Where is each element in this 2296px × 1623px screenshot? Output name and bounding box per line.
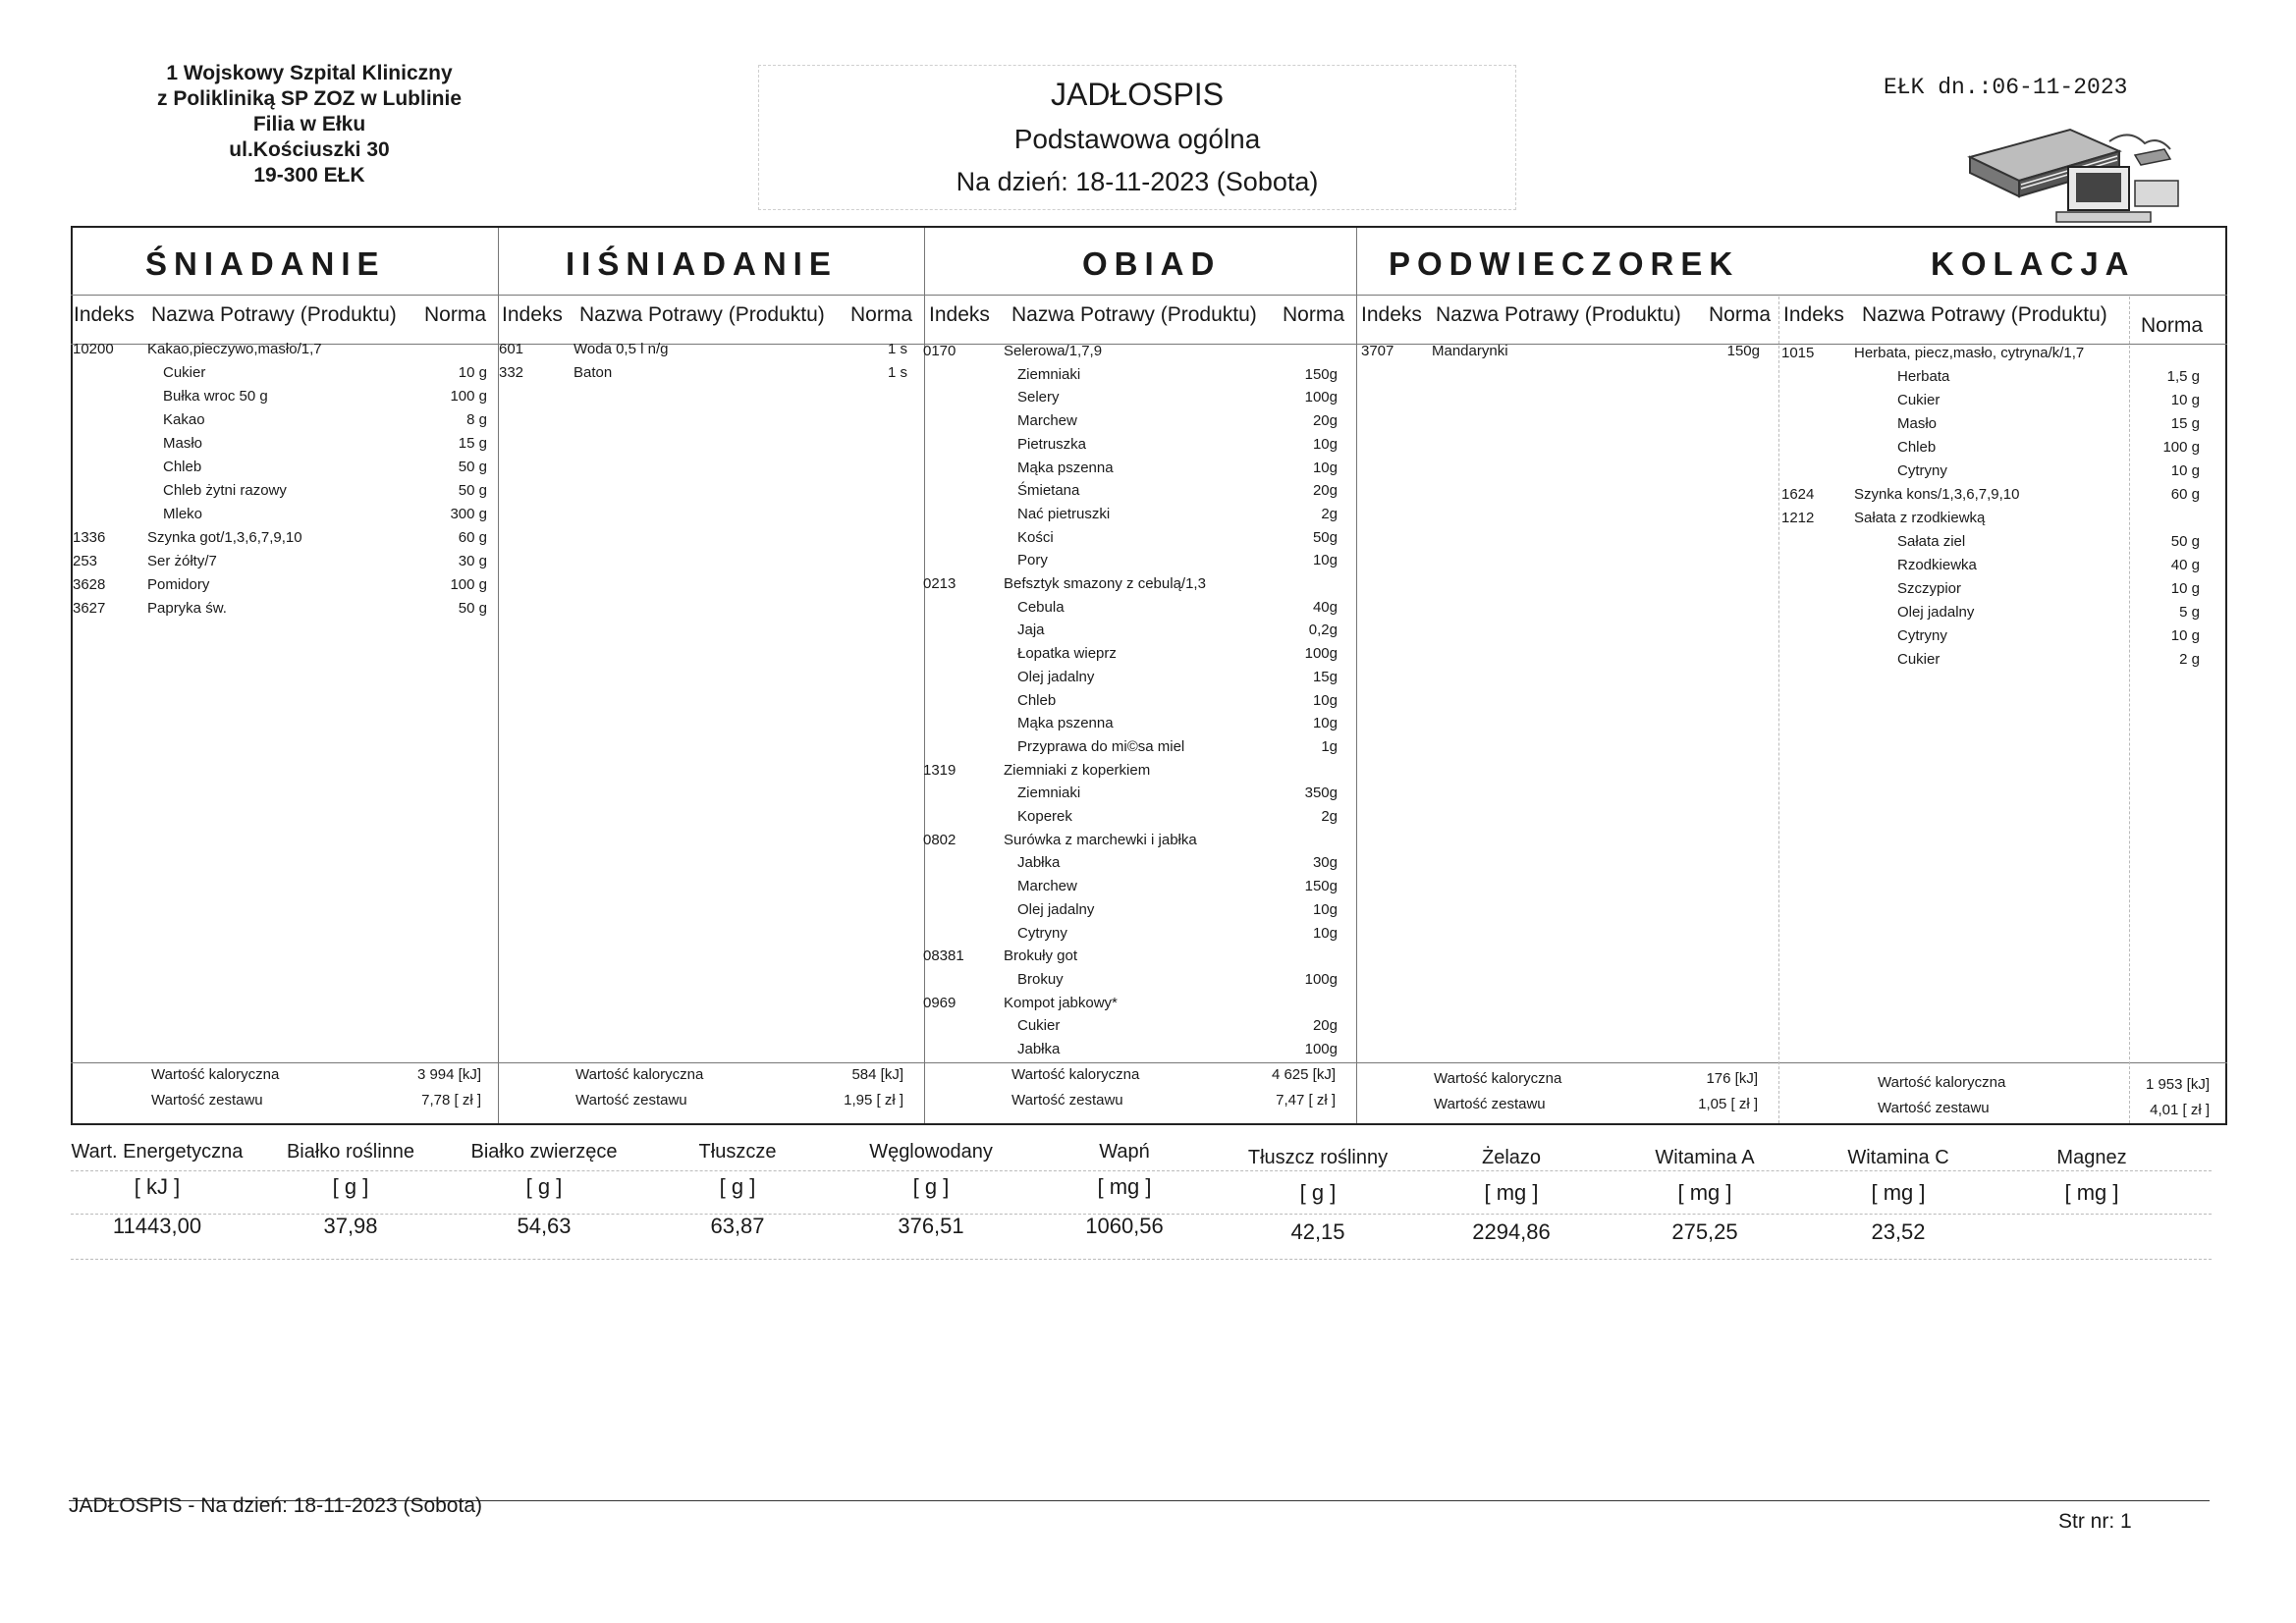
row-norm: 2 g [2179,651,2200,668]
row-norm: 10 g [2170,392,2200,408]
nutrient-unit: [ mg ] [2064,1180,2119,1205]
row-product-name: Sałata ziel [1897,533,1966,550]
row-product-name: Ziemniaki [1017,365,1081,383]
row-index: 0170 [923,343,957,359]
col-header-norm: Norma [850,303,913,326]
row-norm: 30g [1312,854,1338,872]
row-product-name: Jabłka [1017,854,1061,872]
energy-label: Wartość kaloryczna [1434,1070,1562,1087]
row-norm: 40 g [2170,557,2200,573]
row-index: 1212 [1781,510,1815,526]
energy-label: Wartość kaloryczna [575,1066,704,1083]
row-norm: 50g [1312,528,1338,546]
row-index: 0213 [923,575,957,592]
row-product-name: Kakao,pieczywo,masło/1,7 [147,341,322,357]
row-norm: 300 g [450,506,487,522]
menu-date: Na dzień: 18-11-2023 (Sobota) [956,167,1319,196]
row-product-name: Kości [1017,528,1054,546]
price-label: Wartość zestawu [575,1092,687,1109]
row-norm: 2g [1321,505,1338,522]
price-label: Wartość zestawu [1878,1100,1990,1116]
row-norm: 15 g [458,435,487,452]
row-norm: 50 g [458,600,487,617]
row-norm: 30 g [458,553,487,569]
nutrient-unit: [ mg ] [1677,1180,1732,1205]
col-header-norm: Norma [1283,303,1345,326]
hospital-line: 1 Wojskowy Szpital Kliniczny [166,62,453,84]
nutrient-unit: [ kJ ] [134,1174,181,1199]
nutrient-value: 1060,56 [1085,1214,1164,1238]
col-header-index: Indeks [1361,303,1422,326]
row-norm: 1 s [887,341,907,357]
meal-energy: 584 [kJ] [851,1066,903,1083]
row-index: 1319 [923,761,957,779]
meal-energy: 1 953 [kJ] [2145,1076,2210,1093]
row-product-name: Mąka pszenna [1017,715,1114,732]
row-norm: 50 g [458,459,487,475]
page-footer-text: JADŁOSPIS - Na dzień: 18-11-2023 (Sobota) [69,1494,482,1517]
col-header-name: Nazwa Potrawy (Produktu) [151,303,397,326]
row-product-name: Chleb [1017,691,1057,709]
row-norm: 20g [1312,412,1338,430]
row-index: 08381 [923,947,964,965]
row-norm: 10g [1312,435,1338,453]
row-norm: 10 g [2170,462,2200,479]
meal-price: 7,78 [ zł ] [421,1092,481,1109]
row-norm: 10 g [458,364,487,381]
nutrient-unit: [ mg ] [1484,1180,1539,1205]
nutrient-label: Węglowodany [869,1141,993,1163]
nutrient-label: Witamina C [1847,1147,1949,1168]
row-norm: 100g [1304,970,1338,988]
row-norm: 15g [1312,668,1338,685]
row-product-name: Baton [574,364,613,381]
nutrient-label: Tłuszcze [698,1141,777,1163]
row-index: 10200 [73,341,114,357]
row-product-name: Surówka z marchewki i jabłka [1004,831,1197,848]
row-index: 1624 [1781,486,1815,503]
row-norm: 350g [1304,784,1338,802]
hospital-line: 19-300 EŁK [253,164,365,187]
col-header-norm: Norma [1709,303,1772,326]
row-index: 1015 [1781,345,1815,361]
meal-title-supper: KOLACJA [1931,245,2136,282]
row-product-name: Cukier [1897,651,1941,668]
row-norm: 1 s [887,364,907,381]
row-product-name: Chleb [1897,439,1937,456]
energy-label: Wartość kaloryczna [151,1066,280,1083]
row-norm: 10g [1312,900,1338,918]
row-index: 1336 [73,529,106,546]
nutrient-label: Białko zwierzęce [470,1141,618,1163]
meal-title-second-breakfast: IIŚNIADANIE [566,245,838,282]
price-label: Wartość zestawu [1011,1092,1123,1109]
row-index: 3707 [1361,343,1394,359]
row-product-name: Olej jadalny [1017,668,1095,685]
divider [1778,297,1779,1123]
nutrient-unit: [ g ] [525,1174,563,1199]
row-product-name: Brokuły got [1004,947,1078,965]
meal-title-afternoon-snack: PODWIECZOREK [1389,245,1740,282]
nutrient-unit: [ mg ] [1097,1174,1152,1199]
row-product-name: Chleb żytni razowy [163,482,287,499]
nutrient-label: Wapń [1099,1141,1150,1163]
row-product-name: Szczypior [1897,580,1962,597]
row-product-name: Olej jadalny [1897,604,1975,621]
col-header-name: Nazwa Potrawy (Produktu) [579,303,825,326]
row-product-name: Cukier [1897,392,1941,408]
hospital-line: ul.Kościuszki 30 [229,138,390,161]
divider [71,1170,2212,1171]
row-product-name: Jaja [1017,622,1045,639]
row-product-name: Mandarynki [1432,343,1508,359]
row-product-name: Marchew [1017,412,1077,430]
hospital-line: z Polikliniką SP ZOZ w Lublinie [157,87,462,110]
computer-with-book-icon [1962,120,2188,233]
row-norm: 10g [1312,552,1338,569]
row-product-name: Selery [1017,389,1060,406]
meal-price: 7,47 [ zł ] [1276,1092,1336,1109]
diet-type: Podstawowa ogólna [1013,124,1261,154]
row-index: 3628 [73,576,106,593]
meal-energy: 3 994 [kJ] [416,1066,481,1083]
row-product-name: Herbata [1897,368,1950,385]
meal-title-breakfast: ŚNIADANIE [145,245,386,282]
document-title: JADŁOSPIS [1050,77,1225,112]
row-product-name: Masło [163,435,203,452]
row-norm: 150g [1304,365,1338,383]
row-norm: 2g [1321,808,1338,825]
row-index: 0969 [923,994,957,1011]
row-product-name: Cytryny [1897,462,1947,479]
col-header-name: Nazwa Potrawy (Produktu) [1862,303,2107,326]
row-product-name: Jabłka [1017,1041,1061,1057]
row-product-name: Cytryny [1017,924,1067,942]
meal-price: 1,95 [ zł ] [844,1092,903,1109]
row-product-name: Herbata, piecz,masło, cytryna/k/1,7 [1854,345,2085,361]
col-header-name: Nazwa Potrawy (Produktu) [1436,303,1681,326]
col-header-name: Nazwa Potrawy (Produktu) [1011,303,1257,326]
row-product-name: Bułka wroc 50 g [163,388,268,405]
row-product-name: Ziemniaki z koperkiem [1004,761,1151,779]
row-norm: 100g [1304,645,1338,663]
row-product-name: Łopatka wieprz [1017,645,1117,663]
row-product-name: Selerowa/1,7,9 [1004,343,1103,359]
row-norm: 60 g [458,529,487,546]
nutrient-value: 42,15 [1290,1219,1345,1244]
row-norm: 100 g [2162,439,2200,456]
row-product-name: Cebula [1017,598,1065,616]
row-norm: 20g [1312,1017,1338,1035]
divider [71,1259,2212,1260]
row-product-name: Masło [1897,415,1938,432]
energy-label: Wartość kaloryczna [1011,1066,1140,1083]
row-norm: 10 g [2170,580,2200,597]
row-product-name: Cukier [163,364,206,381]
row-norm: 10 g [2170,627,2200,644]
row-product-name: Brokuy [1017,970,1064,988]
row-index: 332 [499,364,524,381]
row-product-name: Ziemniaki [1017,784,1081,802]
row-product-name: Sałata z rzodkiewką [1854,510,1986,526]
divider [71,1062,2227,1063]
nutrient-unit: [ g ] [1299,1180,1337,1205]
meal-energy: 176 [kJ] [1706,1070,1758,1087]
row-product-name: Pietruszka [1017,435,1087,453]
row-product-name: Woda 0,5 l n/g [574,341,669,357]
row-norm: 5 g [2179,604,2200,621]
nutrient-unit: [ mg ] [1871,1180,1926,1205]
row-norm: 150g [1304,878,1338,895]
row-product-name: Śmietana [1017,482,1080,500]
row-product-name: Befsztyk smazony z cebulą/1,3 [1004,575,1206,592]
price-label: Wartość zestawu [1434,1096,1546,1112]
row-norm: 15 g [2170,415,2200,432]
row-norm: 50 g [2170,533,2200,550]
row-norm: 1,5 g [2166,368,2200,385]
col-header-index: Indeks [929,303,990,326]
nutrient-label: Witamina A [1655,1147,1755,1168]
nutrient-value: 63,87 [710,1214,765,1238]
row-product-name: Olej jadalny [1017,900,1095,918]
row-norm: 10g [1312,715,1338,732]
meal-energy: 4 625 [kJ] [1271,1066,1336,1083]
nutrient-value: 376,51 [898,1214,964,1238]
row-index: 253 [73,553,98,569]
row-norm: 1g [1321,737,1338,755]
col-header-index: Indeks [502,303,563,326]
row-norm: 8 g [466,411,487,428]
row-product-name: Mąka pszenna [1017,459,1114,476]
row-norm: 100 g [450,576,487,593]
place-and-issue-date: EŁK dn.:06-11-2023 [1884,75,2128,100]
row-norm: 10g [1312,924,1338,942]
nutrient-label: Żelazo [1481,1147,1542,1168]
row-product-name: Cukier [1017,1017,1061,1035]
nutrient-value: 11443,00 [112,1214,202,1238]
row-index: 3627 [73,600,106,617]
nutrient-value: 275,25 [1671,1219,1738,1244]
divider [71,295,2227,296]
row-norm: 60 g [2170,486,2200,503]
row-product-name: Szynka got/1,3,6,7,9,10 [147,529,302,546]
col-header-norm: Norma [2141,314,2204,337]
hospital-line: Filia w Ełku [252,113,366,135]
row-product-name: Marchew [1017,878,1077,895]
row-product-name: Szynka kons/1,3,6,7,9,10 [1854,486,2020,503]
nutrient-value: 37,98 [323,1214,378,1238]
meal-price: 4,01 [ zł ] [2150,1102,2210,1118]
nutrient-label: Tłuszcz roślinny [1247,1147,1389,1168]
row-norm: 20g [1312,482,1338,500]
row-product-name: Nać pietruszki [1017,505,1111,522]
row-norm: 10g [1312,691,1338,709]
row-product-name: Cytryny [1897,627,1947,644]
nutrient-label: Białko roślinne [286,1141,415,1163]
price-label: Wartość zestawu [151,1092,263,1109]
row-product-name: Pory [1017,552,1048,569]
nutrient-label: Magnez [2056,1147,2127,1168]
row-norm: 0,2g [1308,622,1338,639]
row-norm: 100g [1304,389,1338,406]
col-header-index: Indeks [1783,303,1844,326]
nutrient-value: 2294,86 [1472,1219,1551,1244]
nutrient-unit: [ g ] [912,1174,950,1199]
page-number: Str nr: 1 [2058,1510,2132,1533]
row-product-name: Mleko [163,506,203,522]
row-index: 0802 [923,831,957,848]
divider [1356,228,1357,1123]
row-product-name: Przyprawa do mi©sa miel [1017,737,1185,755]
row-product-name: Kompot jabkowy* [1004,994,1118,1011]
nutrient-unit: [ g ] [719,1174,756,1199]
row-index: 601 [499,341,524,357]
row-norm: 50 g [458,482,487,499]
col-header-index: Indeks [74,303,135,326]
nutrient-unit: [ g ] [332,1174,369,1199]
row-norm: 100 g [450,388,487,405]
row-product-name: Ser żółty/7 [147,553,217,569]
row-norm: 100g [1304,1041,1338,1057]
row-product-name: Chleb [163,459,202,475]
energy-label: Wartość kaloryczna [1878,1074,2006,1091]
row-norm: 150g [1726,343,1760,359]
nutrient-label: Wart. Energetyczna [71,1141,244,1163]
hospital-address [79,61,540,189]
row-product-name: Papryka św. [147,600,227,617]
col-header-norm: Norma [424,303,487,326]
row-product-name: Pomidory [147,576,210,593]
row-product-name: Koperek [1017,808,1072,825]
row-product-name: Kakao [163,411,205,428]
nutrient-value: 54,63 [517,1214,572,1238]
row-product-name: Rzodkiewka [1897,557,1977,573]
meal-price: 1,05 [ zł ] [1698,1096,1758,1112]
row-norm: 40g [1312,598,1338,616]
meal-title-lunch: OBIAD [1082,245,1222,282]
row-norm: 10g [1312,459,1338,476]
nutrient-value: 23,52 [1871,1219,1926,1244]
